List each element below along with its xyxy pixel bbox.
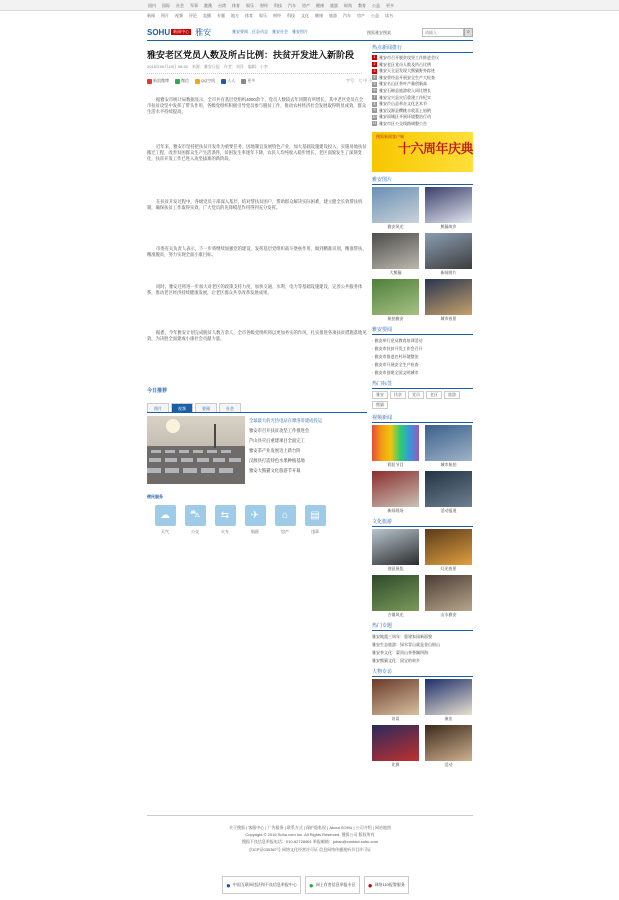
top-nav-link[interactable]: 健康 bbox=[316, 3, 324, 8]
hot-news-title: 雅安雨城区开展环境整治行动 bbox=[379, 114, 431, 120]
photo-thumbnail bbox=[425, 187, 472, 223]
service-icon: ✈ bbox=[245, 505, 266, 526]
video-thumbnail bbox=[425, 425, 472, 461]
top-nav-link[interactable]: 体育 bbox=[232, 3, 240, 8]
service-icon: ▤ bbox=[305, 505, 326, 526]
channel-link[interactable]: 公益 bbox=[371, 13, 379, 18]
channel-link[interactable]: 专题 bbox=[217, 13, 225, 18]
list-item[interactable]: 汉源县打造特色水果种植基地 bbox=[249, 458, 305, 463]
people-caption: 活动 bbox=[444, 761, 453, 767]
service-item[interactable] bbox=[300, 505, 330, 535]
service-label: 公交 bbox=[191, 529, 199, 534]
people-thumbnail bbox=[425, 725, 472, 761]
subnav-link[interactable]: 雅安要闻 bbox=[232, 29, 248, 34]
video-thumbnail bbox=[425, 471, 472, 507]
tags-heading: 热门标签 bbox=[372, 380, 473, 389]
rank-number: 7 bbox=[373, 95, 376, 99]
share-label: QQ空间 bbox=[201, 78, 216, 83]
site-logo[interactable] bbox=[147, 26, 211, 38]
people-thumbnail bbox=[372, 725, 419, 761]
channel-link[interactable]: 旅游 bbox=[329, 13, 337, 18]
photo-caption: 新闻图片 bbox=[440, 269, 457, 275]
services-heading: 便民服务 bbox=[147, 494, 163, 499]
topic-link[interactable]: 雅安熊猫文化：国宝的故乡 bbox=[372, 657, 420, 663]
channel-link[interactable]: 评论 bbox=[189, 13, 197, 18]
rank-number: 6 bbox=[373, 88, 376, 93]
footer-divider bbox=[147, 815, 473, 816]
top-nav-link[interactable]: 汽车 bbox=[288, 3, 296, 8]
article-title: 雅安老区党员人数及所占比例：扶贫开发进入新阶段 bbox=[147, 50, 355, 60]
top-nav-link[interactable]: 旅游 bbox=[330, 3, 338, 8]
share-button[interactable] bbox=[241, 78, 255, 84]
share-icon bbox=[221, 79, 226, 84]
news-link[interactable]: · 雅安举行党员教育培训活动 bbox=[372, 337, 423, 343]
culture-grid bbox=[372, 529, 473, 618]
service-icons bbox=[150, 505, 330, 535]
list-item[interactable]: 雅安茶产业发展迈上新台阶 bbox=[249, 448, 301, 453]
photo-thumbnail bbox=[372, 279, 419, 315]
related-news-list bbox=[249, 416, 369, 476]
photo-card[interactable] bbox=[372, 233, 419, 276]
service-icon: ⌂ bbox=[275, 505, 296, 526]
hot-news-item[interactable] bbox=[372, 108, 473, 115]
channel-link[interactable]: 文化 bbox=[301, 13, 309, 18]
news-link[interactable]: · 雅安市创建全国文明城市 bbox=[372, 369, 419, 375]
article-paragraph: 在扶贫开发过程中，各级党员干部深入基层，结对帮扶贫困户，帮助群众解决实际困难，建立健全长效帮扶机制，确保扶贫工作取得实效，广大党员的先锋模范作用得到充分发挥。 bbox=[147, 199, 363, 211]
share-label: 新浪微博 bbox=[153, 78, 169, 83]
photo-caption: 熊猫故乡 bbox=[440, 223, 457, 229]
hot-news-title: 雅安汉源县樱桃丰收喜上眉梢 bbox=[379, 107, 431, 113]
top-bar bbox=[0, 0, 619, 11]
photo-caption: 雅安风光 bbox=[387, 223, 404, 229]
hot-news-heading: 热点新闻排行 bbox=[372, 44, 473, 53]
service-item[interactable] bbox=[270, 505, 300, 535]
top-nav-link[interactable]: 教育 bbox=[358, 3, 366, 8]
culture-thumbnail bbox=[372, 529, 419, 565]
hot-news-item[interactable] bbox=[372, 101, 473, 108]
footer-text: 关于搜狐 | 客服中心 | 广告服务 | 联系方式 | 保护隐私权 | About SOHU | 公司介绍 | 网站地图 bbox=[229, 825, 391, 830]
top-nav-link[interactable]: 更多 bbox=[386, 3, 394, 8]
hot-news-title: 雅安市区公交线路调整公告 bbox=[379, 120, 427, 126]
topics-heading: 热门专题 bbox=[372, 622, 473, 631]
rank-number: 2 bbox=[373, 62, 376, 67]
channel-link[interactable]: 新闻 bbox=[147, 13, 155, 18]
service-icon: ☁ bbox=[155, 505, 176, 526]
service-label: 航班 bbox=[251, 529, 259, 534]
list-item[interactable]: 全球最大的光热电站在摩洛哥建成投运 bbox=[249, 418, 323, 423]
footer-text: 搜狐不良信息举报电话：010-62728061 举报邮箱：jubao@contact.sohu.com bbox=[241, 839, 379, 845]
share-button[interactable] bbox=[221, 78, 235, 84]
rank-number: 4 bbox=[373, 75, 376, 80]
footer-text: Copyright © 2016 Sohu.com Inc. All Rights Reserved. 搜狐公司 版权所有 bbox=[245, 832, 375, 838]
top-nav-link[interactable]: 国际 bbox=[162, 3, 170, 8]
photo-caption: 城市夜景 bbox=[440, 315, 457, 321]
service-icon: ⛍ bbox=[185, 505, 206, 526]
video-caption: 彩虹节目 bbox=[387, 461, 404, 467]
featured-image[interactable] bbox=[147, 416, 245, 484]
anniversary-banner[interactable] bbox=[372, 132, 473, 172]
service-label: 天气 bbox=[161, 529, 169, 534]
rank-number: 5 bbox=[373, 81, 376, 86]
hot-news-item[interactable] bbox=[372, 121, 473, 128]
service-label: 房产 bbox=[281, 529, 289, 534]
people-caption: 演出 bbox=[444, 715, 453, 721]
related-tabs bbox=[147, 403, 367, 413]
rank-number: 11 bbox=[372, 121, 377, 126]
tag[interactable]: 党员 bbox=[408, 391, 424, 399]
footer bbox=[147, 824, 473, 853]
list-item[interactable]: 雅安大熊猫文化旅游节开幕 bbox=[249, 468, 301, 473]
hot-news-title: 雅安宝兴县灾后重建工作纪实 bbox=[379, 94, 431, 100]
culture-caption: 山水雅安 bbox=[440, 611, 457, 617]
tab-2[interactable]: 要闻 bbox=[195, 403, 217, 412]
hot-news-title: 雅安天全县发现大熊猫野外踪迹 bbox=[379, 68, 435, 74]
service-label: 火车 bbox=[221, 529, 229, 534]
culture-card[interactable] bbox=[425, 575, 472, 618]
topic-link[interactable]: 雅安茶文化：蒙顶山茶香飘四海 bbox=[372, 649, 428, 655]
people-heading: 人物专访 bbox=[372, 668, 473, 677]
culture-caption: 灯光夜景 bbox=[440, 565, 457, 571]
tab-0[interactable]: 图片 bbox=[147, 403, 169, 412]
video-caption: 城市航拍 bbox=[440, 461, 457, 467]
service-item[interactable] bbox=[210, 505, 240, 535]
article-paragraph: 同时，雅安还将进一步加大对老区的政策支持力度，加快交通、水利、电力等基础设施建设，完善公共服务体系，推动老区经济持续健康发展，让老区群众共享改革发展成果。 bbox=[147, 284, 363, 296]
people-card[interactable] bbox=[425, 679, 472, 722]
channel-link[interactable]: 图片 bbox=[161, 13, 169, 18]
logo-text: SOHU bbox=[147, 27, 171, 37]
share-label: 更多 bbox=[247, 78, 256, 83]
top-nav-links bbox=[0, 0, 619, 11]
article-meta: 2016年06月15日 08:30 来源：雅安日报 作者：刘洋 编辑：小李 bbox=[147, 64, 362, 74]
hot-news-item[interactable] bbox=[372, 114, 473, 121]
hot-news-item[interactable] bbox=[372, 62, 473, 69]
photo-thumbnail bbox=[425, 233, 472, 269]
share-icon bbox=[241, 79, 246, 84]
logo-tag: 新闻中心 bbox=[173, 29, 190, 34]
share-label: 微信 bbox=[181, 78, 189, 83]
people-thumbnail bbox=[372, 679, 419, 715]
share-button[interactable] bbox=[175, 78, 189, 84]
photo-grid bbox=[372, 187, 473, 322]
header-divider bbox=[147, 40, 473, 41]
hot-news-item[interactable] bbox=[372, 75, 473, 82]
video-card[interactable] bbox=[425, 471, 472, 514]
article-paragraph: 据悉，今年雅安计划完成脱贫人数万余人，全市各级党组织将以更加务实的作风，扎实推进各项扶贫措施落地见效，为决胜全面建成小康社会贡献力量。 bbox=[147, 330, 367, 342]
service-item[interactable] bbox=[180, 505, 210, 535]
tag[interactable]: 旅游 bbox=[444, 391, 460, 399]
topics-list bbox=[372, 633, 473, 665]
channel-link[interactable]: 汽车 bbox=[343, 13, 351, 18]
service-icon: ⇆ bbox=[215, 505, 236, 526]
video-thumbnail bbox=[372, 425, 419, 461]
topic-link[interactable]: 雅安生态旅游：绿水青山就是金山银山 bbox=[372, 641, 440, 647]
culture-card[interactable] bbox=[372, 575, 419, 618]
tag[interactable]: 雅安 bbox=[372, 391, 388, 399]
subnav-link[interactable]: 区县动态 bbox=[252, 29, 268, 34]
channel-nav bbox=[147, 13, 473, 22]
share-button[interactable] bbox=[195, 78, 215, 84]
badge-icon: ● bbox=[367, 880, 373, 890]
people-caption: 访谈 bbox=[391, 715, 400, 721]
hot-news-title: 雅安石棉县旅游收入同比增长 bbox=[379, 87, 431, 93]
hot-news-item[interactable] bbox=[372, 68, 473, 75]
topic-link[interactable]: 雅安地震三周年：重建家园新面貌 bbox=[372, 633, 432, 639]
top-nav-link[interactable]: 军事 bbox=[190, 3, 198, 8]
photo-thumbnail bbox=[372, 187, 419, 223]
culture-heading: 文化旅游 bbox=[372, 518, 473, 527]
footer-badge[interactable] bbox=[222, 876, 301, 894]
photo-card[interactable] bbox=[425, 279, 472, 322]
badge-icon: ● bbox=[308, 880, 314, 890]
rank-number: 10 bbox=[372, 114, 377, 119]
culture-thumbnail bbox=[372, 575, 419, 611]
top-nav-link[interactable]: 科技 bbox=[274, 3, 282, 8]
channel-link[interactable]: 体育 bbox=[245, 13, 253, 18]
channel-link[interactable]: 财经 bbox=[273, 13, 281, 18]
hot-news-title: 雅安市召开脱贫攻坚工作推进会议 bbox=[379, 55, 439, 60]
section-subnav bbox=[232, 29, 312, 35]
article-paragraph: 近年来，雅安市坚持把扶贫开发作为重要任务，因地制宜发展特色产业，加大基础设施建设投入，实施易地扶贫搬迁工程，改善贫困群众生产生活条件，贫困发生率逐年下降，农民人均纯收入稳步增长，老区面貌发生了深刻变化，扶贫开发工作已进入攻坚拔寨的新阶段。 bbox=[147, 144, 367, 162]
tag-cloud bbox=[372, 391, 473, 409]
news-link[interactable]: · 雅安市扶贫开发工作会召开 bbox=[372, 345, 423, 351]
people-card[interactable] bbox=[372, 725, 419, 768]
photo-thumbnail bbox=[372, 233, 419, 269]
footer-badge[interactable] bbox=[305, 876, 360, 894]
rank-number: 9 bbox=[373, 108, 376, 113]
search-input[interactable] bbox=[422, 28, 464, 37]
channel-link[interactable]: 读书 bbox=[385, 13, 393, 18]
related-heading: 今日推荐 bbox=[147, 388, 168, 394]
share-icon bbox=[147, 79, 152, 84]
video-card[interactable] bbox=[372, 471, 419, 514]
hot-news-item[interactable] bbox=[372, 55, 473, 62]
top-nav-link[interactable]: 公益 bbox=[372, 3, 380, 8]
video-card[interactable] bbox=[372, 425, 419, 468]
people-caption: 比赛 bbox=[391, 761, 400, 767]
search-label: 搜狐雅安搜索 bbox=[367, 30, 391, 35]
hot-news-title: 雅安荥经县开展安全生产大检查 bbox=[379, 74, 435, 80]
video-heading: 视频新闻 bbox=[372, 414, 473, 423]
people-card[interactable] bbox=[372, 679, 419, 722]
section-name: 雅安 bbox=[195, 27, 212, 37]
top-nav-link[interactable]: 房产 bbox=[302, 3, 310, 8]
people-thumbnail bbox=[425, 679, 472, 715]
subnav-link[interactable]: 雅安社会 bbox=[272, 29, 288, 34]
culture-card[interactable] bbox=[425, 529, 472, 572]
hot-news-list bbox=[372, 55, 473, 128]
service-label: 违章 bbox=[311, 529, 319, 534]
top-nav-link[interactable]: 社会 bbox=[176, 3, 184, 8]
badge-label: 中国互联网违法和不良信息举报中心 bbox=[232, 882, 297, 887]
hot-news-item[interactable] bbox=[372, 88, 473, 95]
video-card[interactable] bbox=[425, 425, 472, 468]
culture-caption: 古镇风光 bbox=[387, 611, 404, 617]
hot-news-title: 雅安老区党员人数及所占比例 bbox=[379, 61, 431, 67]
top-nav-link[interactable]: 财经 bbox=[260, 3, 268, 8]
top-nav-link[interactable]: 娱乐 bbox=[246, 3, 254, 8]
channel-link[interactable]: 娱乐 bbox=[259, 13, 267, 18]
hot-news-item[interactable] bbox=[372, 81, 473, 88]
search-button[interactable] bbox=[464, 28, 473, 37]
tag[interactable]: 老区 bbox=[426, 391, 442, 399]
banner-title: 十六周年庆典 bbox=[398, 141, 473, 157]
share-icon bbox=[195, 79, 200, 84]
footer-badge[interactable] bbox=[364, 876, 409, 894]
hot-news-title: 雅安芦山县举办文化艺术节 bbox=[379, 101, 427, 107]
search-box bbox=[367, 28, 473, 38]
channel-link[interactable]: 科技 bbox=[287, 13, 295, 18]
share-icon bbox=[175, 79, 180, 84]
badge-label: 网络110报警服务 bbox=[374, 882, 405, 887]
tab-3[interactable]: 社会 bbox=[219, 403, 241, 412]
top-nav-link[interactable]: 港澳 bbox=[204, 3, 212, 8]
video-caption: 新闻现场 bbox=[387, 507, 404, 513]
share-label: 人人 bbox=[227, 78, 236, 83]
photo-card[interactable] bbox=[425, 233, 472, 276]
photo-heading: 雅安图片 bbox=[372, 176, 473, 185]
footer-badges bbox=[222, 876, 409, 894]
font-size-control[interactable]: 字号：大 中 小 bbox=[346, 78, 373, 83]
badge-label: 网上有害信息举报专区 bbox=[315, 882, 356, 887]
list-item[interactable]: 芦山县灾后重建项目全面完工 bbox=[249, 438, 305, 443]
people-card[interactable] bbox=[425, 725, 472, 768]
channel-link[interactable]: 视频 bbox=[175, 13, 183, 18]
top-nav-link[interactable]: 台湾 bbox=[218, 3, 226, 8]
share-bar bbox=[147, 78, 369, 86]
service-item[interactable] bbox=[150, 505, 180, 535]
culture-thumbnail bbox=[425, 529, 472, 565]
top-nav-link[interactable]: 国内 bbox=[148, 3, 156, 8]
tag[interactable]: 熊猫 bbox=[372, 401, 388, 409]
service-item[interactable] bbox=[240, 505, 270, 535]
channel-link[interactable]: 健康 bbox=[315, 13, 323, 18]
video-thumbnail bbox=[372, 471, 419, 507]
rank-number: 3 bbox=[373, 68, 376, 73]
article-paragraph: 市委有关负责人表示，下一步将继续加强党的建设，发挥基层党组织战斗堡垒作用，做到精准识别、精准帮扶、精准脱贫，努力实现全面小康目标。 bbox=[147, 246, 367, 258]
hot-news-item[interactable] bbox=[372, 95, 473, 102]
top-nav-link[interactable]: 时尚 bbox=[344, 3, 352, 8]
article-paragraph: 据雅安市统计局数据显示，全市共有基层党组织4000余个，党员人数较去年同期有所增长，其中老区党员在全市扶贫攻坚中发挥了带头作用，各级党组织积极引导党员参与脱贫工作，推动农村经济社会发展取得明显成效，群众生活水平持续提高。 bbox=[147, 97, 367, 115]
photo-card[interactable] bbox=[425, 187, 472, 230]
badge-icon: ● bbox=[226, 880, 231, 890]
culture-thumbnail bbox=[425, 575, 472, 611]
photo-card[interactable] bbox=[372, 279, 419, 322]
links-heading: 雅安要闻 bbox=[372, 326, 473, 335]
photo-card[interactable] bbox=[372, 187, 419, 230]
banner-subtitle: 搜狐新闻客户端 bbox=[376, 133, 404, 139]
sidebar bbox=[372, 44, 473, 768]
list-item[interactable]: 雅安市召开扶贫攻坚工作推进会 bbox=[249, 428, 310, 433]
video-caption: 活动报道 bbox=[440, 507, 457, 513]
channel-link[interactable]: 直播 bbox=[203, 13, 211, 18]
rank-number: 1 bbox=[373, 55, 376, 60]
photo-caption: 航拍雅安 bbox=[387, 315, 404, 321]
footer-text: 京ICP证030367号 网络文化经营许可证 信息网络传播视听节目许可证 bbox=[248, 846, 372, 852]
photo-caption: 大熊猫 bbox=[389, 269, 402, 275]
culture-caption: 创意展览 bbox=[387, 565, 404, 571]
tag[interactable]: 扶贫 bbox=[390, 391, 406, 399]
news-link[interactable]: · 雅安市开展安全生产检查 bbox=[372, 361, 419, 367]
subnav-link[interactable]: 雅安图片 bbox=[292, 29, 308, 34]
share-button[interactable] bbox=[147, 78, 169, 84]
rank-number: 8 bbox=[373, 101, 376, 106]
channel-link[interactable]: 地方 bbox=[231, 13, 239, 18]
culture-card[interactable] bbox=[372, 529, 419, 572]
video-grid bbox=[372, 425, 473, 514]
news-link[interactable]: · 雅安市推进农村环境整治 bbox=[372, 353, 419, 359]
search-icon: ⌕ bbox=[467, 29, 470, 35]
channel-link[interactable]: 房产 bbox=[357, 13, 365, 18]
hot-news-title: 雅安名山区茶叶产量创新高 bbox=[379, 81, 427, 87]
people-grid bbox=[372, 679, 473, 768]
links-list bbox=[372, 337, 473, 377]
photo-thumbnail bbox=[425, 279, 472, 315]
tab-1[interactable]: 视频 bbox=[171, 403, 193, 412]
